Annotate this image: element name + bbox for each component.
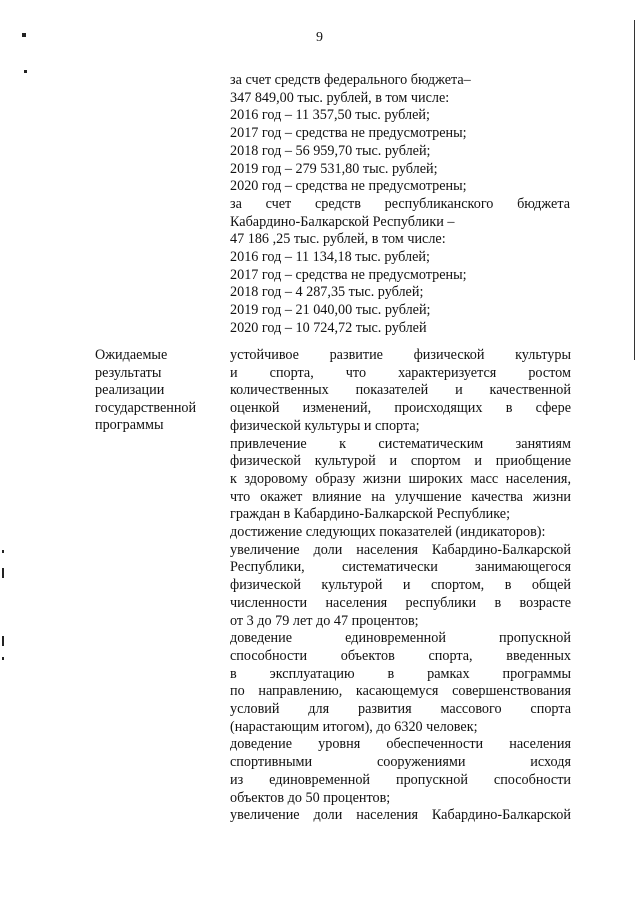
result-line: граждан в Кабардино-Балкарской Республике; [230,506,511,523]
result-line: привлечение к систематическим занятиям [230,435,571,452]
budget-line: 2019 год – 279 531,80 тыс. рублей; [230,160,438,177]
scan-edge-line [634,20,635,360]
result-line: условий для развития массового спорта [230,701,571,718]
result-line: способности объектов спорта, введенных [230,647,571,664]
budget-line: за счет средств республиканского бюджета [230,195,570,212]
result-line: физической культурой и спортом и приобщение [230,453,571,470]
scan-dot [2,636,4,646]
scan-dot [24,70,27,73]
result-line: достижение следующих показателей (индикаторов): [230,524,546,541]
budget-line: 2020 год – средства не предусмотрены; [230,178,467,195]
section-label-line: результаты [95,364,162,381]
budget-line: 347 849,00 тыс. рублей, в том числе: [230,89,450,106]
budget-line: 2019 год – 21 040,00 тыс. рублей; [230,302,431,319]
budget-line: 47 186 ,25 тыс. рублей, в том числе: [230,231,446,248]
budget-line: 2017 год – средства не предусмотрены; [230,125,467,142]
result-line: к здоровому образу жизни широких масс населения, [230,470,571,487]
result-line: в эксплуатацию в рамках программы [230,665,571,682]
result-line: что окажет влияние на улучшение качества жизни [230,488,571,505]
result-line: доведение уровня обеспеченности населения [230,736,571,753]
result-line: и спорта, что характеризуется ростом [230,364,571,381]
section-label-expected-results [95,347,215,435]
result-line: спортивными сооружениями исходя [230,754,571,771]
section-label-line: Ожидаемые [95,347,168,363]
result-line: увеличение доли населения Кабардино-Балкарской [230,807,571,824]
result-line: численности населения республики в возрасте [230,594,571,611]
section-label-line: реализации [95,382,165,398]
result-line: из единовременной пропускной способности [230,771,571,788]
budget-line: 2016 год – 11 134,18 тыс. рублей; [230,249,430,266]
scan-dot [2,568,4,578]
result-line: физической культурой и спортом, в общей [230,577,571,594]
budget-line: 2020 год – 10 724,72 тыс. рублей [230,319,427,336]
expected-results-text [230,347,571,825]
budget-line: 2018 год – 56 959,70 тыс. рублей; [230,142,431,159]
budget-line: 2016 год – 11 357,50 тыс. рублей; [230,107,430,124]
result-line: устойчивое развитие физической культуры [230,347,571,363]
result-line: (нарастающим итогом), до 6320 человек; [230,718,478,735]
budget-line: за счет средств федерального бюджета– [230,72,471,88]
section-label-line: государственной [95,399,197,416]
result-line: доведение единовременной пропускной [230,630,571,647]
result-line: объектов до 50 процентов; [230,789,391,806]
result-line: оценкой изменений, происходящих в сфере [230,400,571,417]
result-line: Республики, систематически занимающегося [230,559,571,576]
result-line: по направлению, касающемуся совершенствования [230,683,571,700]
budget-breakdown [230,72,570,338]
budget-line: Кабардино-Балкарской Республики – [230,213,455,230]
result-line: увеличение доли населения Кабардино-Балкарской [230,541,571,558]
budget-line: 2018 год – 4 287,35 тыс. рублей; [230,284,424,301]
scan-dot [2,550,4,553]
result-line: количественных показателей и качественной [230,382,571,399]
budget-line: 2017 год – средства не предусмотрены; [230,266,467,283]
result-line: от 3 до 79 лет до 47 процентов; [230,612,419,629]
scan-dot [22,33,26,37]
page-number: 9 [316,30,323,45]
section-label-line: программы [95,417,164,433]
scan-dot [2,657,4,660]
result-line: физической культуры и спорта; [230,417,420,434]
